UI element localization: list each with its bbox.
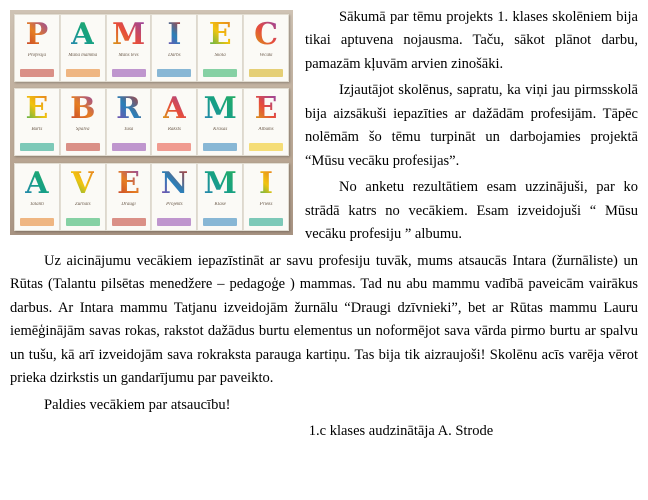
letter-card: [60, 14, 106, 82]
card-caption: Žurnāls: [74, 201, 91, 207]
card-letter: E: [208, 17, 232, 53]
letter-card: [106, 163, 152, 231]
photo-card-row: [12, 86, 291, 159]
letter-card: [151, 14, 197, 82]
paragraph-5: Paldies vecākiem par atsaucību!: [44, 396, 231, 413]
card-letter: B: [70, 91, 96, 127]
letter-card: [243, 88, 289, 156]
letter-card: [60, 163, 106, 231]
card-swatch: [66, 218, 100, 226]
paragraph-4: Uz aicinājumu vecākiem iepazīstināt ar savu profesiju tuvāk, mums atsaucās Intara (žurnāliste) un Rūtas (Talantu pilsētas menedžere – pedagoģe ) mammas. Tad nu abu mammu vadībā paveicām vairākus darbus. Ar Intara mammu Tatjanu izveidojām žurnālu “Draugi dzīvnieki”, bet ar Rūtas mammu Lauru iemēģinājām savas rokas, rakstot dažādus burtu elementus un noformējot sava vārda pirmo burtu ar spalvu un tušu, kā arī izveidojām sava rokraksta parauga kartiņu. Tas bija tik aizraujoši! Skolēnu acīs varēja vērot prieka dzirkstis un gandarījumu par paveikto.: [10, 252, 638, 387]
card-caption: Vecāki: [259, 53, 273, 59]
card-caption: Profesija: [27, 53, 46, 59]
card-swatch: [157, 143, 191, 151]
card-swatch: [112, 69, 146, 77]
letter-card: [151, 88, 197, 156]
letter-card: [197, 163, 243, 231]
letter-card: [243, 14, 289, 82]
paragraph-1: Sākumā par tēmu projekts 1. klases skolēniem bija tikai aptuvena nojausma. Taču, sākot plānot darbu, pamazām kļuvām arvien zinošāki.: [305, 9, 638, 72]
letter-card: [243, 163, 289, 231]
card-caption: Draugi: [121, 201, 136, 207]
letter-card: [151, 163, 197, 231]
card-caption: Tuša: [123, 127, 134, 133]
card-letter: A: [162, 91, 187, 127]
card-letter: A: [25, 165, 49, 201]
card-swatch: [203, 143, 237, 151]
card-letter: C: [254, 17, 278, 53]
signature: 1.c klases audzinātāja A. Strode: [308, 423, 494, 440]
card-caption: Raksts: [167, 127, 181, 133]
card-caption: Albums: [258, 127, 274, 133]
card-caption: Krāsas: [213, 127, 228, 133]
card-letter: R: [116, 91, 142, 127]
card-caption: Klase: [214, 201, 226, 207]
card-letter: I: [167, 17, 182, 53]
letter-card: [60, 88, 106, 156]
photo-card-row: [12, 12, 291, 85]
letter-card: [14, 88, 60, 156]
card-swatch: [20, 143, 54, 151]
paragraph-3: No anketu rezultātiem esam uzzinājuši, par ko strādā katrs no vecākiem. Esam izveidojuši “ Mūsu vecāku profesiju ” albumu.: [305, 179, 638, 243]
card-swatch: [112, 218, 146, 226]
card-caption: Talanti: [29, 201, 44, 207]
letter-card: [106, 88, 152, 156]
card-swatch: [112, 143, 146, 151]
card-swatch: [66, 69, 100, 77]
card-swatch: [249, 143, 283, 151]
card-swatch: [203, 69, 237, 77]
card-swatch: [157, 218, 191, 226]
card-letter: M: [111, 17, 146, 53]
card-letter: M: [203, 91, 237, 127]
card-swatch: [20, 218, 54, 226]
card-swatch: [203, 218, 237, 226]
photo-letter-cards-board: [10, 10, 293, 235]
card-swatch: [249, 69, 283, 77]
card-letter: M: [203, 165, 237, 201]
card-letter: V: [71, 165, 95, 201]
card-caption: Spalva: [75, 127, 90, 133]
card-letter: A: [71, 17, 95, 53]
letter-card: [14, 163, 60, 231]
card-letter: E: [254, 91, 278, 127]
card-caption: Darbs: [168, 53, 181, 59]
card-letter: N: [160, 165, 189, 201]
card-swatch: [157, 69, 191, 77]
card-letter: P: [25, 17, 49, 53]
card-caption: Prieks: [259, 201, 273, 207]
card-caption: Projekts: [166, 201, 183, 207]
photo-card-row: [12, 160, 291, 233]
card-caption: Burts: [31, 127, 43, 133]
letter-card: [14, 14, 60, 82]
photo-card-grid: [12, 12, 291, 233]
letter-card: [197, 14, 243, 82]
card-caption: Mans tēvs: [118, 53, 139, 59]
letter-card: [197, 88, 243, 156]
paragraph-2: Izjautājot skolēnus, sapratu, ka viņi jau pirmsskolā bija aizsākuši iepazīties ar dažādām profesijām. Tāpēc nolēmām šo tēmu turpināt un darbojamies projektā “Mūsu vecāku profesijas”.: [305, 82, 638, 169]
card-letter: E: [25, 91, 49, 127]
card-letter: I: [259, 165, 274, 201]
letter-card: [106, 14, 152, 82]
card-swatch: [66, 143, 100, 151]
card-swatch: [249, 218, 283, 226]
card-swatch: [20, 69, 54, 77]
card-caption: Mana mamma: [68, 53, 98, 59]
card-caption: Skola: [214, 53, 226, 59]
card-letter: E: [117, 165, 140, 201]
